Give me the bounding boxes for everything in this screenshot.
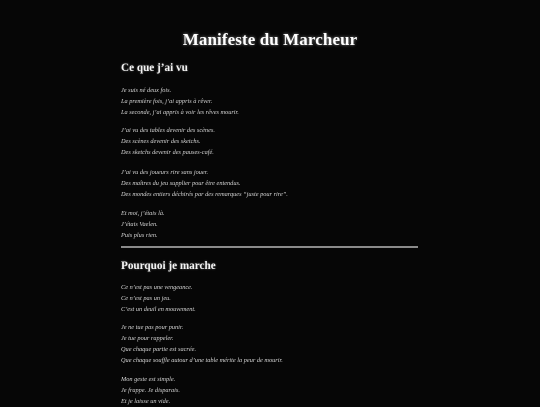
section-heading-ce-que-jai-vu: Ce que j’ai vu [121, 62, 188, 74]
verse-line: Je suis né deux fois. [121, 87, 172, 94]
verse-line: Des maîtres du jeu supplier pour être entendus. [121, 180, 241, 187]
verse-line: Ce n’est pas une vengeance. [121, 284, 193, 291]
verse-line: Ce n’est pas un jeu. [121, 295, 171, 302]
section-heading-pourquoi-je-marche: Pourquoi je marche [121, 260, 216, 272]
verse-line: Je ne tue pas pour punir. [121, 324, 184, 331]
verse-line: Que chaque partie est sacrée. [121, 346, 197, 353]
stanza-2 [121, 125, 419, 158]
verse-line: Que chaque souffle autour d’une table mérite la peur de mourir. [121, 357, 283, 364]
stanza-4 [121, 208, 419, 241]
verse-line: J’ai vu des joueurs rire sans jouer. [121, 169, 209, 176]
verse-line: La première fois, j’ai appris à rêver. [121, 98, 213, 105]
stanza-5 [121, 282, 419, 315]
verse-line: Des sketchs devenir des pauses-café. [121, 149, 214, 156]
verse-line: La seconde, j’ai appris à voir les rêves mourir. [121, 109, 239, 116]
stanza-6 [121, 322, 419, 366]
verse-line: Et moi, j’étais là. [121, 210, 165, 217]
verse-line: Des scènes devenir des sketchs. [121, 138, 201, 145]
verse-line: J’étais Vaelen. [121, 221, 158, 228]
stanza-1 [121, 85, 419, 118]
verse-line: Je tue pour rappeler. [121, 335, 174, 342]
verse-line: Mon geste est simple. [121, 376, 176, 383]
verse-line: C’est un deuil en mouvement. [121, 306, 196, 313]
stanza-7 [121, 374, 419, 407]
verse-line: J’ai vu des tables devenir des scènes. [121, 127, 215, 134]
verse-line: Je frappe. Je disparais. [121, 387, 180, 394]
stanza-3 [121, 167, 419, 200]
section-divider [121, 246, 418, 248]
verse-line: Des mondes entiers déchirés par des remarques “juste pour rire”. [121, 191, 288, 198]
page-title: Manifeste du Marcheur [182, 30, 358, 49]
verse-line: Et je laisse un vide. [121, 398, 171, 405]
verse-line: Puis plus rien. [121, 232, 158, 239]
